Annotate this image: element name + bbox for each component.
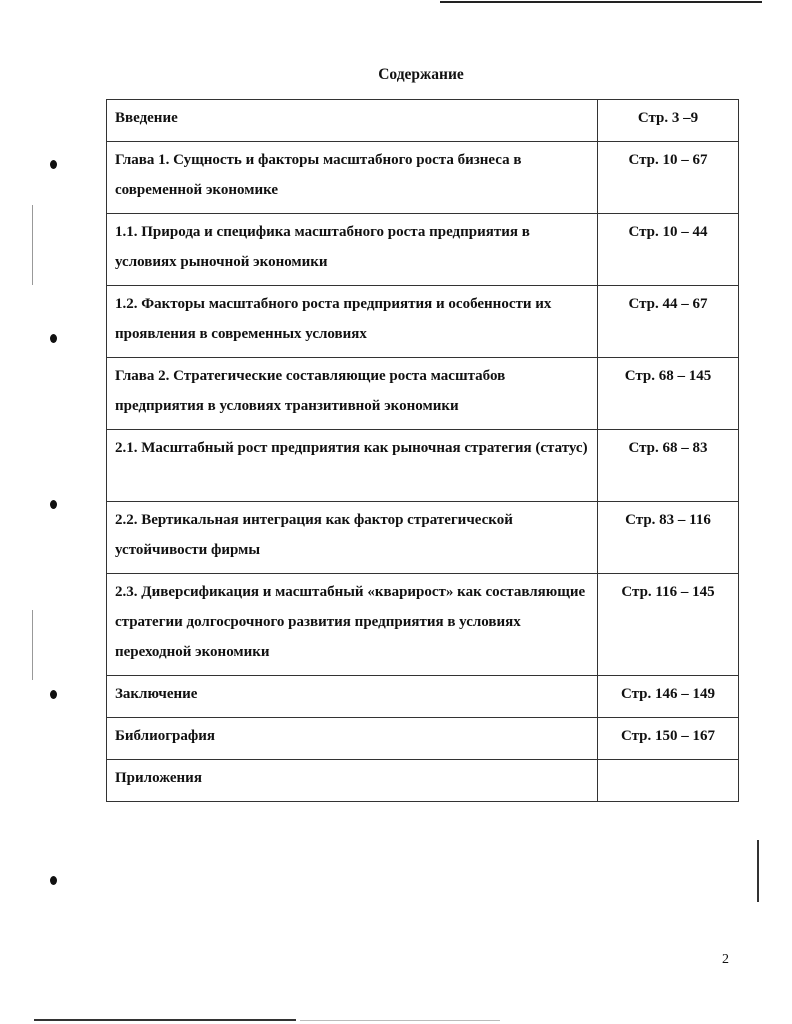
toc-entry-pages: Стр. 116 – 145 [598,574,739,676]
toc-entry-pages: Стр. 10 – 67 [598,142,739,214]
toc-entry-pages: Стр. 44 – 67 [598,286,739,358]
toc-entry-title: Приложения [107,760,598,802]
toc-entry-title: 2.2. Вертикальная интеграция как фактор стратегической устойчивости фирмы [107,502,598,574]
toc-entry-pages: Стр. 68 – 83 [598,430,739,502]
toc-entry-title: Введение [107,100,598,142]
toc-entry-title: Библиография [107,718,598,760]
toc-row [107,574,739,676]
scan-edge-line-top [440,1,762,3]
page-number: 2 [722,952,729,967]
toc-entry-pages: Стр. 150 – 167 [598,718,739,760]
toc-entry-title: Заключение [107,676,598,718]
toc-entry-pages: Стр. 3 –9 [598,100,739,142]
toc-row [107,760,739,802]
toc-row [107,286,739,358]
punch-hole-mark [50,160,57,169]
toc-row [107,358,739,430]
toc-entry-title: Глава 1. Сущность и факторы масштабного роста бизнеса в современной экономике [107,142,598,214]
punch-hole-mark [50,334,57,343]
toc-row [107,430,739,502]
toc-entry-pages: Стр. 10 – 44 [598,214,739,286]
margin-line [32,610,33,680]
toc-entry-pages: Стр. 83 – 116 [598,502,739,574]
scan-edge-line-bottom [34,1019,296,1021]
punch-hole-mark [50,876,57,885]
toc-row [107,502,739,574]
toc-row [107,142,739,214]
page-title: Содержание [378,66,464,83]
toc-entry-title: 2.1. Масштабный рост предприятия как рыночная стратегия (статус) [107,430,598,502]
toc-entry-pages: Стр. 146 – 149 [598,676,739,718]
toc-row [107,676,739,718]
toc-entry-title: 1.1. Природа и специфика масштабного роста предприятия в условиях рыночной экономики [107,214,598,286]
margin-line [32,205,33,285]
scan-edge-mark-right [757,840,759,902]
toc-row [107,214,739,286]
toc-entry-pages: Стр. 68 – 145 [598,358,739,430]
toc-entry-title: 2.3. Диверсификация и масштабный «кварирост» как составляющие стратегии долгосрочного развития предприятия в условиях переходной экономики [107,574,598,676]
toc-row [107,718,739,760]
punch-hole-mark [50,690,57,699]
toc-entry-title: 1.2. Факторы масштабного роста предприятия и особенности их проявления в современных условиях [107,286,598,358]
table-of-contents [106,99,739,802]
scan-edge-line-bottom-faint [300,1020,500,1021]
punch-hole-mark [50,500,57,509]
toc-row [107,100,739,142]
toc-entry-pages [598,760,739,802]
toc-entry-title: Глава 2. Стратегические составляющие роста масштабов предприятия в условиях транзитивной экономики [107,358,598,430]
